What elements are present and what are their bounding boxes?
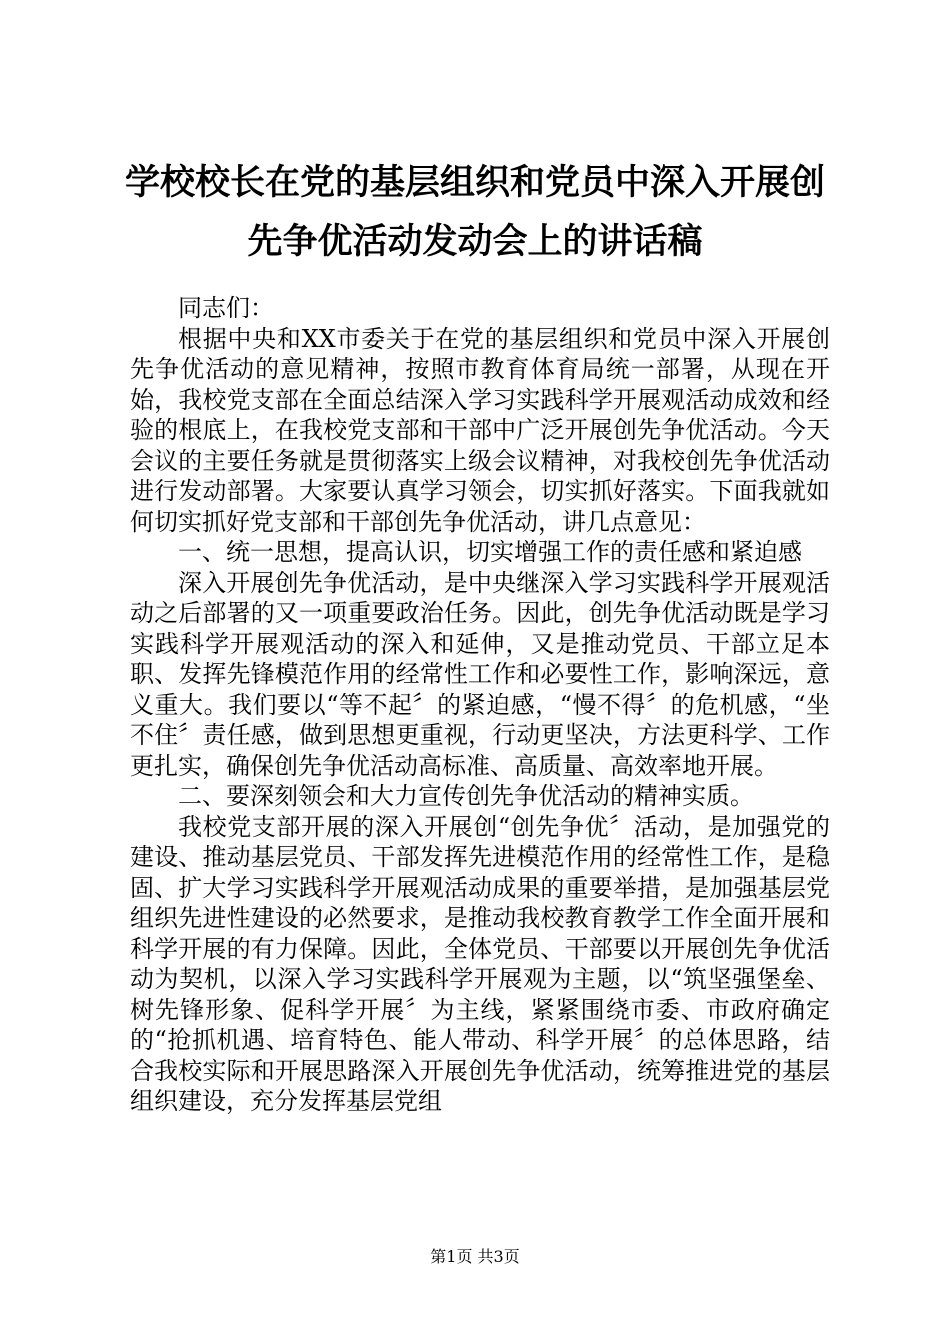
document-title-line-2: 先争优活动发动会上的讲话稿 — [247, 222, 703, 262]
document-title-line-1: 学校校长在党的基层组织和党员中深入开展创 — [124, 163, 825, 203]
document-body — [130, 293, 830, 1117]
paragraph-section-1: 深入开展创先争优活动，是中央继深入学习实践科学开展观活动之后部署的又一项重要政治任务。因此，创先争优活动既是学习实践科学开展观活动的深入和延伸，又是推动党员、干部立足本职、发挥先锋模范作用的经常性工作和必要性工作，影响深远，意义重大。我们要以“等不起〞的紧迫感，“慢不得〞的危机感，“坐不住〞责任感，做到思想更重视，行动更坚决，方法更科学、工作更扎实，确保创先争优活动高标准、高质量、高效率地开展。 — [130, 568, 830, 780]
salutation: 同志们： — [178, 294, 274, 322]
paragraph-intro: 根据中央和XX市委关于在党的基层组织和党员中深入开展创先争优活动的意见精神，按照市教育体育局统一部署，从现在开始，我校党支部在全面总结深入学习实践科学开展观活动成效和经验的根底上，在我校党支部和干部中广泛开展创先争优活动。今天会议的主要任务就是贯彻落实上级会议精神，对我校创先争优活动进行发动部署。大家要认真学习领会，切实抓好落实。下面我就如何切实抓好党支部和干部创先争优活动，讲几点意见： — [130, 324, 830, 536]
paragraph-section-2: 我校党支部开展的深入开展创“创先争优〞活动，是加强党的建设、推动基层党员、干部发挥先进模范作用的经常性工作，是稳固、扩大学习实践科学开展观活动成果的重要举措，是加强基层党组织先进性建设的必然要求，是推动我校教育教学工作全面开展和科学开展的有力保障。因此，全体党员、干部要以开展创先争优活动为契机，以深入学习实践科学开展观为主题，以“筑坚强堡垒、树先锋形象、促科学开展〞为主线，紧紧围绕市委、市政府确定的“抢抓机遇、培育特色、能人带动、科学开展〞的总体思路，结合我校实际和开展思路深入开展创先争优活动，统筹推进党的基层组织建设，充分发挥基层党组 — [130, 812, 830, 1115]
section-heading-1: 一、统一思想，提高认识，切实增强工作的责任感和紧迫感 — [178, 538, 802, 566]
section-heading-2: 二、要深刻领会和大力宣传创先争优活动的精神实质。 — [178, 782, 754, 810]
page-footer: 第1页 共3页 — [430, 1247, 520, 1266]
